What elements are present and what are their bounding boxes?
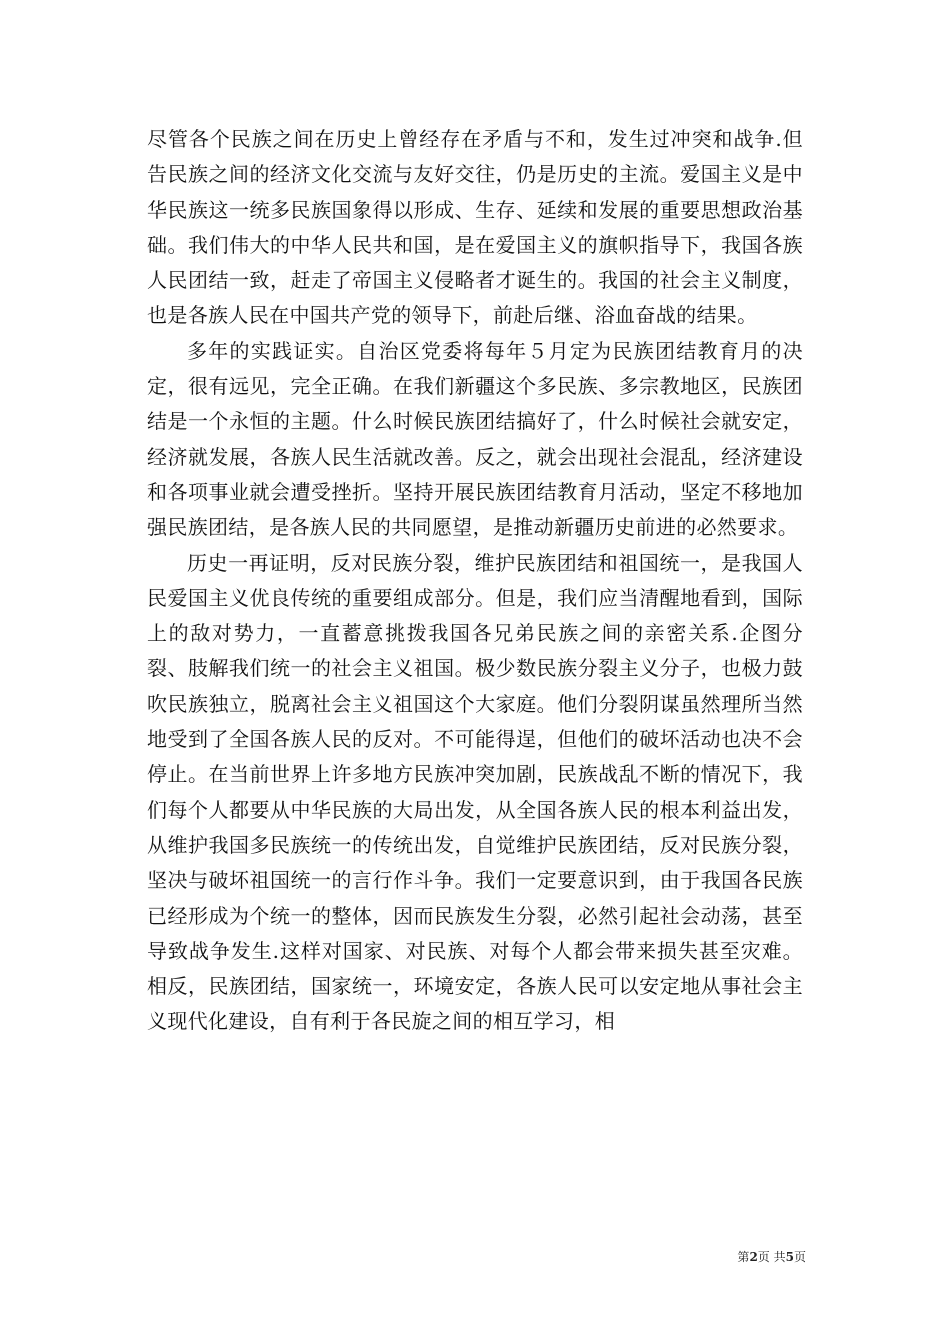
paragraph-1: 尽管各个民族之间在历史上曾经存在矛盾与不和，发生过冲突和战争.但告民族之间的经济文化交流与友好交往，仍是历史的主流。爱国主义是中华民族这一统多民族国象得以形成、生存、延续和发展的重要思想政治基础。我们伟大的中华人民共和国，是在爱国主义的旗帜指导下，我国各族人民团结一致，赶走了帝国主义侵略者才诞生的。我国的社会主义制度，也是各族人民在中国共产党的领导下，前赴后继、浴血奋战的结果。	[147, 127, 803, 328]
body-text	[147, 122, 803, 1040]
footer-suffix: 页	[793, 1250, 806, 1264]
current-page-number: 2	[749, 1250, 758, 1264]
paragraph-2: 多年的实践证实。自治区党委将每年５月定为民族团结教育月的决定，很有远见，完全正确。在我们新疆这个多民族、多宗教地区，民族团结是一个永恒的主题。什么时候民族团结搞好了，什么时候社会就安定，经济就发展，各族人民生活就改善。反之，就会出现社会混乱，经济建设和各项事业就会遭受挫折。坚持开展民族团结教育月活动，坚定不移地加强民族团结，是各族人民的共同愿望，是推动新疆历史前进的必然要求。	[147, 338, 803, 540]
page-number-footer	[737, 1248, 806, 1265]
footer-middle: 页 共	[757, 1250, 786, 1264]
paragraph-3: 历史一再证明，反对民族分裂，维护民族团结和祖国统一，是我国人民爱国主义优良传统的重要组成部分。但是，我们应当清醒地看到，国际上的敌对势力，一直蓄意挑拨我国各兄弟民族之间的亲密关系.企图分裂、肢解我们统一的社会主义祖国。极少数民族分裂主义分子，也极力鼓吹民族独立，脱离社会主义祖国这个大家庭。他们分裂阴谋虽然理所当然地受到了全国各族人民的反对。不可能得逞，但他们的破坏活动也决不会停止。在当前世界上许多地方民族冲突加剧，民族战乱不断的情况下，我们每个人都要从中华民族的大局出发，从全国各族人民的根本利益出发，从维护我国多民族统一的传统出发，自觉维护民族团结，反对民族分裂，坚决与破坏祖国统一的言行作斗争。我们一定要意识到，由于我国各民族已经形成为个统一的整体，因而民族发生分裂，必然引起社会动荡，甚至导致战争发生.这样对国家、对民族、对每个人都会带来损失甚至灾难。相反，民族团结，国家统一，环境安定，各族人民可以安定地从事社会主义现代化建设，自有利于各民旋之间的相互学习，相	[147, 550, 803, 1034]
footer-prefix: 第	[737, 1250, 750, 1264]
total-pages-number: 5	[785, 1250, 794, 1264]
